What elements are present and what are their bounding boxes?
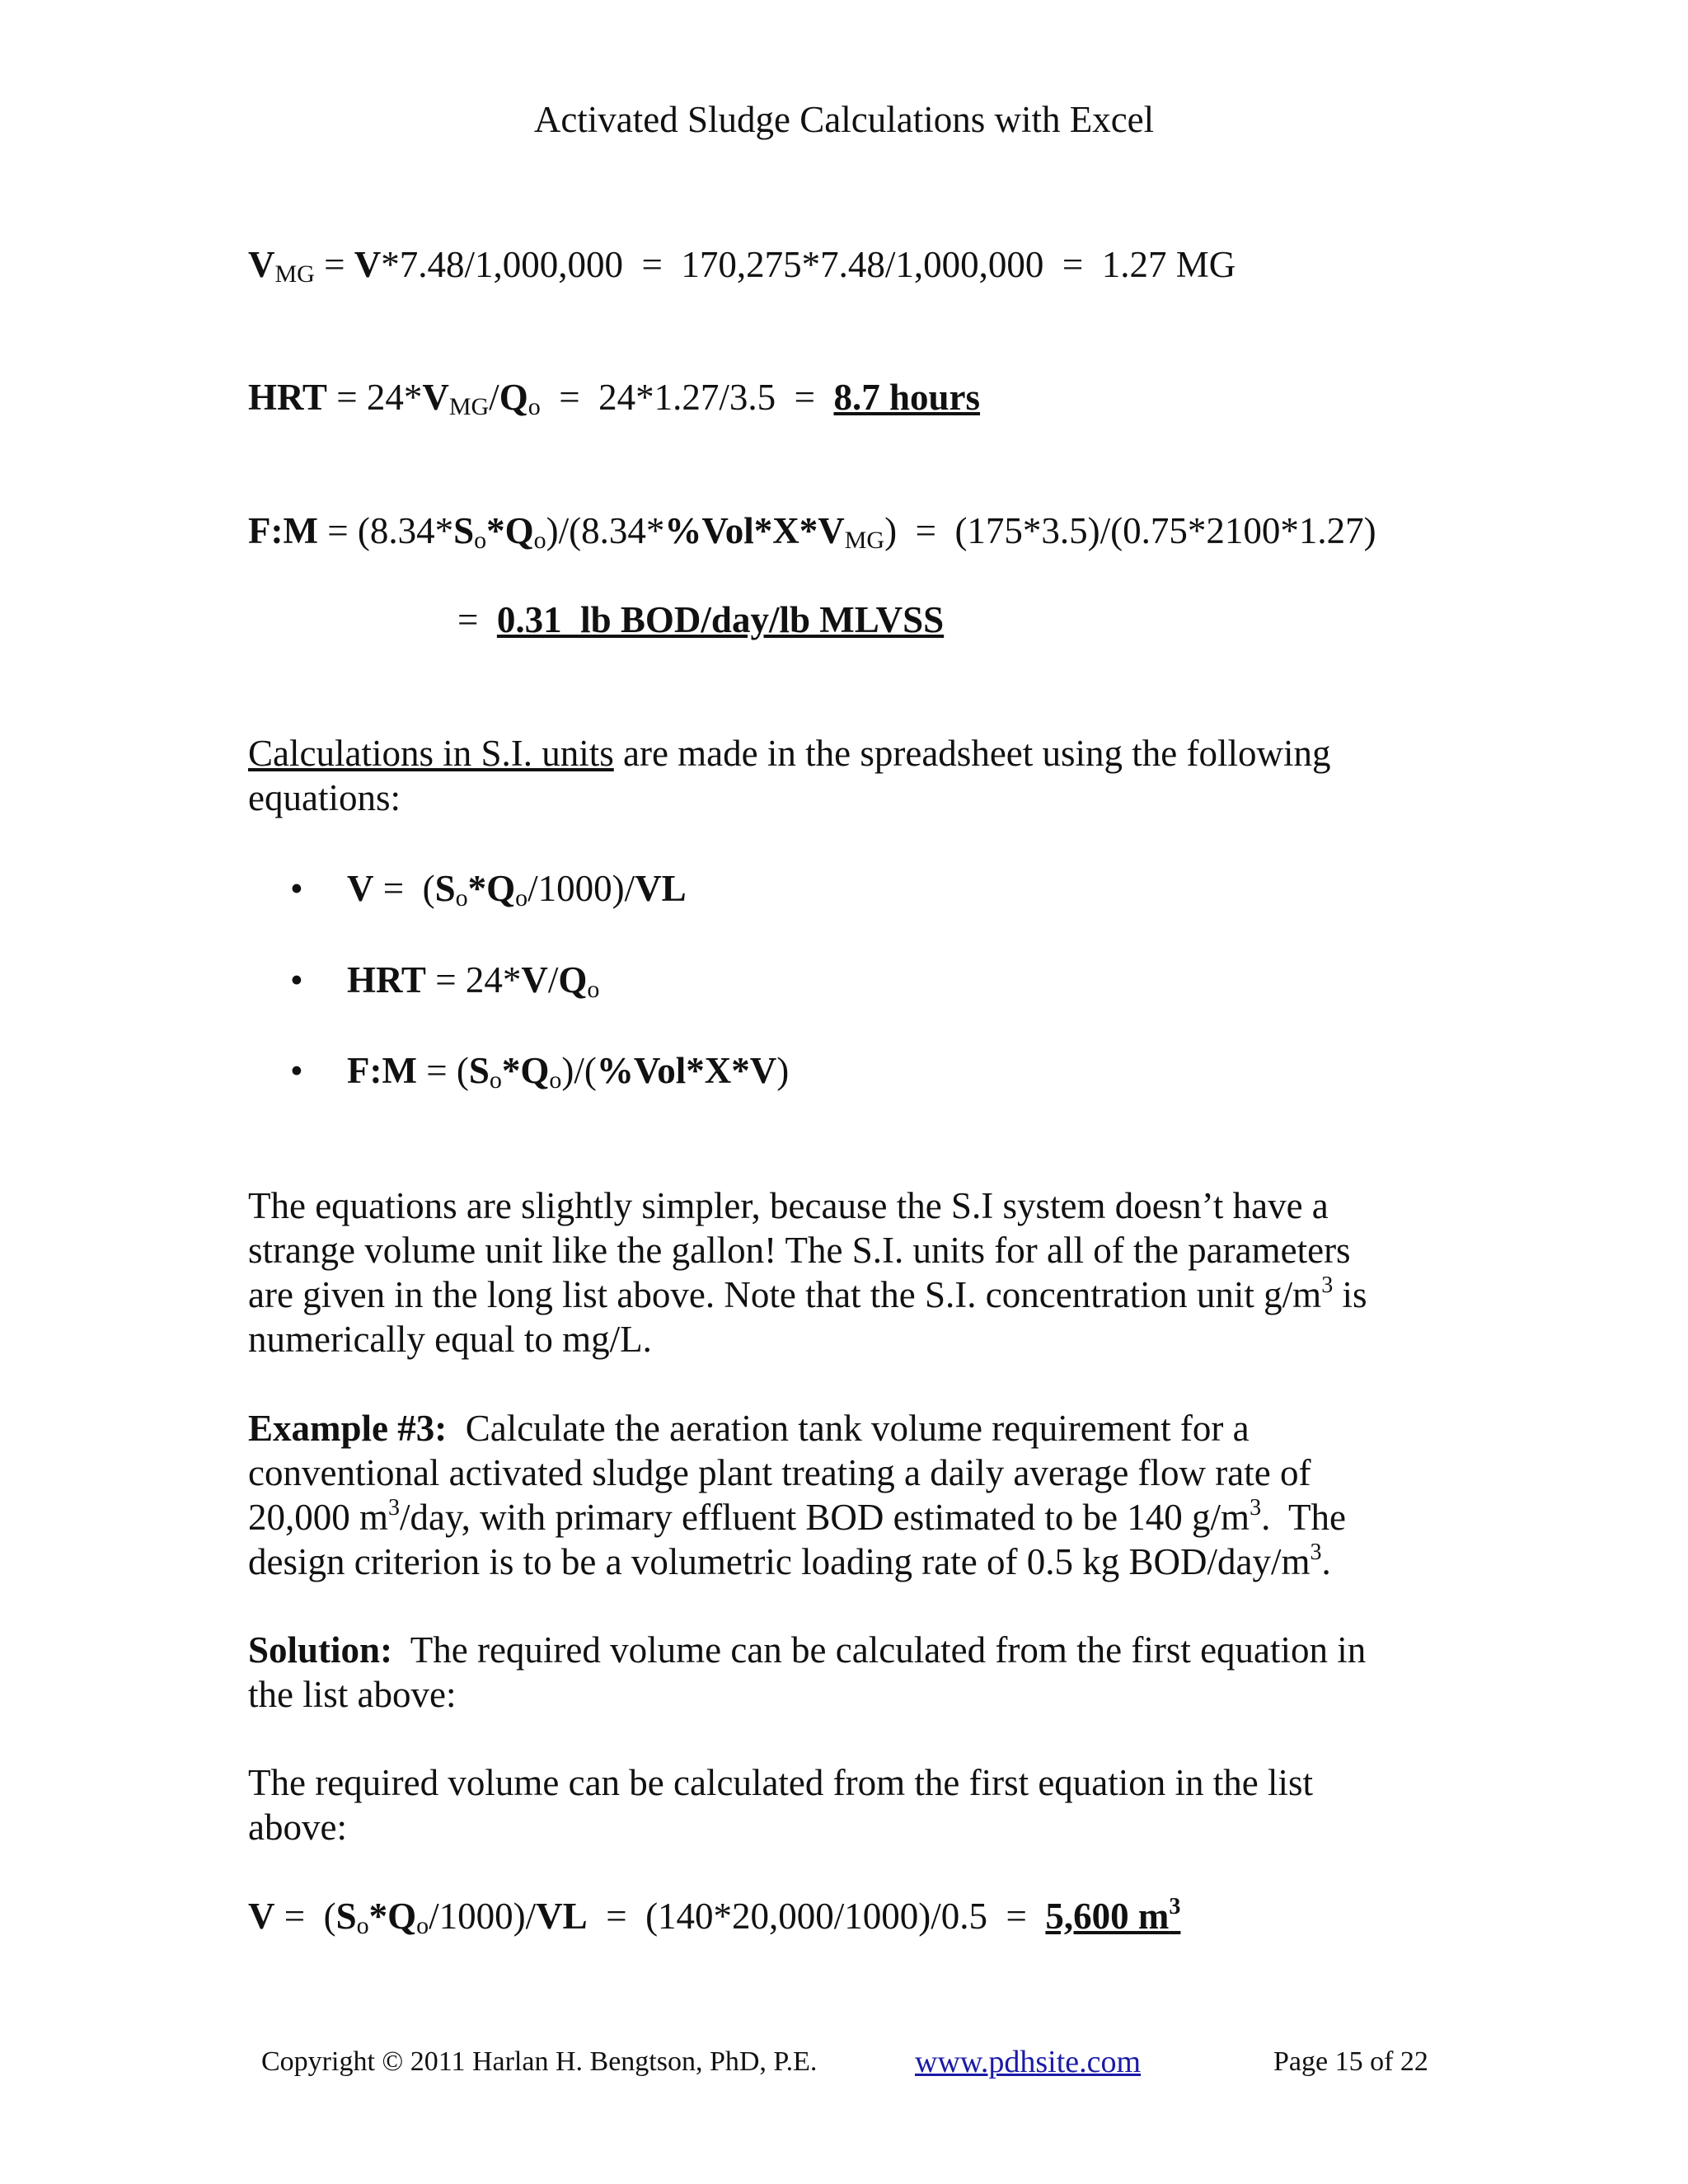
example-3-label: Example #3: bbox=[248, 1408, 448, 1449]
si-intro-paragraph: Calculations in S.I. units are made in the spreadsheet using the following equations: bbox=[248, 733, 1331, 818]
solution-label: Solution: bbox=[248, 1629, 393, 1671]
bullet-icon: • bbox=[290, 1050, 303, 1091]
bullet-icon: • bbox=[290, 959, 303, 1001]
fm-result: 0.31 lb BOD/day/lb MLVSS bbox=[496, 599, 945, 640]
vmg-equation: $V_{MG} = V*7.48/1,000,000 = 170,275*7.48/1,000,000 = 1.27$ MG bbox=[248, 244, 1236, 288]
footer-link[interactable]: www.pdhsite.com bbox=[915, 2045, 1142, 2079]
final-volume-equation: $V = (S_o*Q_o/1000)/VL = (140*20,000/1000)/0.5 = 5,600$ $m^3$ bbox=[248, 1894, 1181, 1939]
fm-result-line: = 0.31 lb BOD/day/lb MLVSS bbox=[457, 599, 945, 640]
bullet-hrt-equation: HRT = $24*V/Q_o$ bbox=[347, 959, 600, 1003]
page-header: Activated Sludge Calculations with Excel bbox=[533, 99, 1155, 140]
si-explanation-paragraph: The equations are slightly simpler, because the S.I system doesn’t have a strange volume unit like the gallon! The S.I. units for all of the parameters are given in the long list above. Note that the S.I. concentration unit $g/m^3$ is numerically equal to mg/L. bbox=[248, 1185, 1367, 1360]
hrt-result: 8.7 hours bbox=[833, 377, 981, 418]
hrt-equation: HRT = $24*V_{MG}/Q_o = 24*1.27/3.5 = 8.7$ hours bbox=[248, 377, 981, 420]
repeat-paragraph: The required volume can be calculated from the first equation in the list above: bbox=[248, 1762, 1314, 1848]
bullet-volume-equation: $V = (S_o*Q_o/1000)/VL$ bbox=[347, 868, 687, 912]
bullet-icon: • bbox=[290, 868, 303, 909]
footer-page-number: Page 15 of 22 bbox=[1273, 2046, 1428, 2077]
fm-equation: F:M = $(8.34*S_o*Q_o)/(8.34*\%Vol*X*V_{MG}) = (175*3.5)/(0.75*2100*1.27)$ bbox=[248, 510, 1376, 554]
bullet-fm-equation: F:M = $(S_o*Q_o)/(\%Vol*X*V)$ bbox=[347, 1050, 790, 1094]
solution-paragraph: Solution: The required volume can be calculated from the first equation in the list above: bbox=[248, 1629, 1367, 1715]
final-volume-result: 5,600 $m^3$ bbox=[1045, 1894, 1181, 1937]
footer-copyright: Copyright © 2011 Harlan H. Bengtson, PhD, P.E. bbox=[261, 2046, 818, 2077]
example-3-paragraph: Example #3: Calculate the aeration tank volume requirement for a conventional activated sludge plant treating a daily average flow rate of 20,000 $m^3$/day, with primary effluent BOD estimated to be 140 $g/m^3$. The design criterion is to be a volumetric loading rate of 0.5 kg BOD/$day/m^3$. bbox=[248, 1408, 1346, 1582]
